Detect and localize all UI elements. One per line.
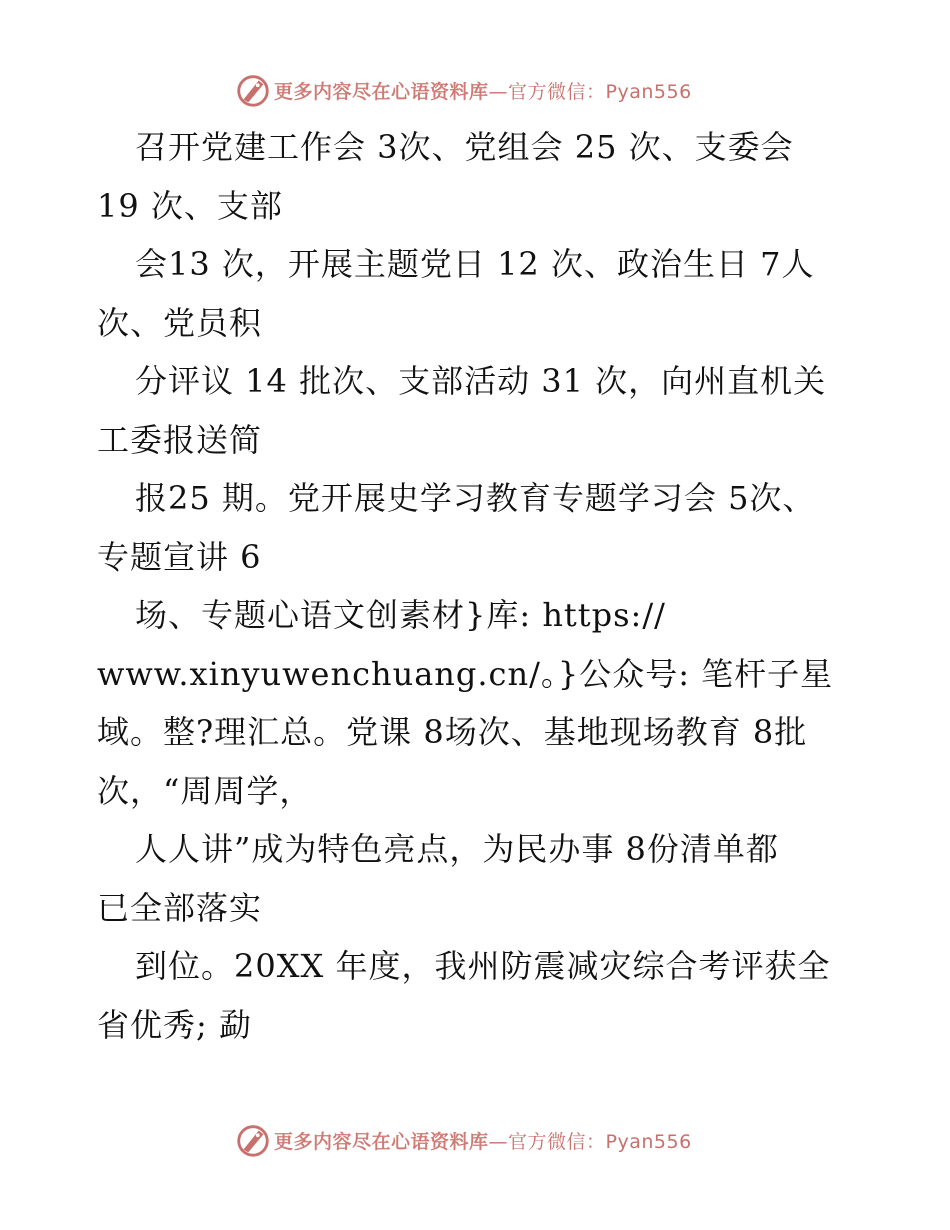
text-line: 次、党员积 [97,303,263,342]
text-line: www.xinyuwenchuang.cn/。}公众号: 笔杆子星 [97,654,834,693]
header-brand: 更多内容尽在心语资料库 [274,80,489,103]
footer-dash: — [488,1130,509,1153]
text-line: 召开党建工作会 3次、党组会 25 次、支委会 [135,128,794,166]
pen-nib-logo-icon [234,1121,272,1159]
text-line: 19 次、支部 [97,186,283,225]
text-line: 省优秀; 勐 [97,1005,252,1044]
footer-wechat: 官方微信：Pyan556 [508,1130,692,1153]
text-line: 已全部落实 [97,888,263,927]
footer-brand: 更多内容尽在心语资料库 [274,1130,489,1153]
text-line: 报25 期。党开展史学习教育专题学习会 5次、 [135,479,816,517]
text-line: 域。整?理汇总。党课 8场次、基地现场教育 8批 [97,713,808,751]
text-line: 工委报送简 [97,420,263,459]
footer-watermark-text [274,1127,692,1154]
document-body [97,118,877,1054]
text-line: 专题宣讲 6 [97,537,262,576]
header-watermark [234,70,692,110]
footer-watermark [234,1120,692,1160]
header-watermark-text [274,77,692,104]
text-line: 场、专题心语文创素材}库: https:// [135,596,666,634]
text-line: 分评议 14 批次、支部活动 31 次，向州直机关 [135,362,827,400]
pen-nib-logo-icon [234,71,272,109]
header-dash: — [488,80,509,103]
header-wechat: 官方微信：Pyan556 [508,80,692,103]
text-line: 人人讲”成为特色亮点，为民办事 8份清单都 [135,830,779,868]
text-line: 到位。20XX 年度，我州防震减灾综合考评获全 [135,947,831,985]
text-line: 次，“周周学， [97,771,313,810]
text-line: 会13 次，开展主题党日 12 次、政治生日 7人 [135,245,815,283]
